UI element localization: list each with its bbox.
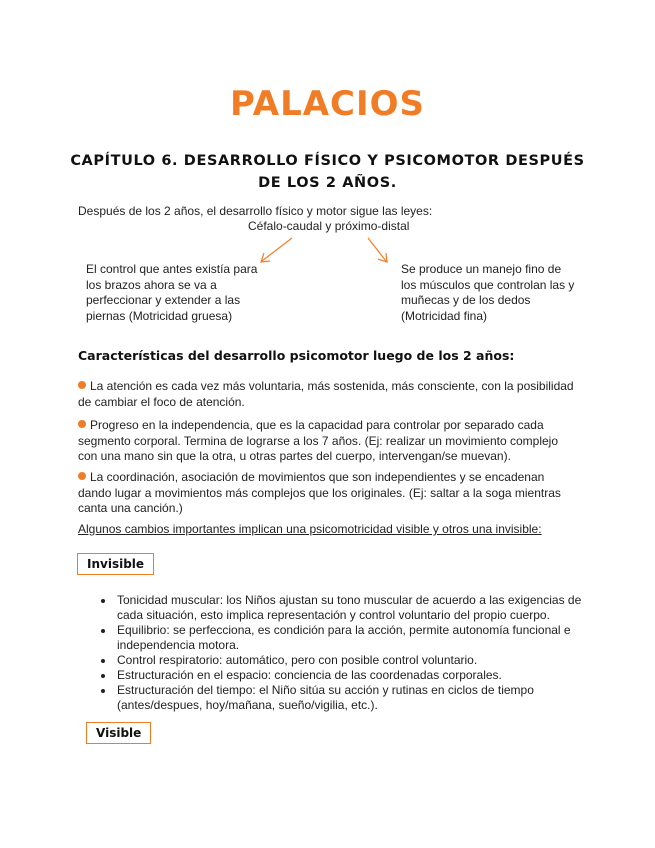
- list-item: La atención es cada vez más voluntaria, más sostenida, más consciente, con la posibilidad de cambiar el foco de atención.: [78, 379, 574, 409]
- section-title: Características del desarrollo psicomotor luego de los 2 años:: [78, 348, 515, 363]
- gross-motor-text: El control que antes existía para los brazos ahora se va a perfeccionar y extender a las piernas (Motricidad gruesa): [86, 262, 258, 323]
- fine-motor-text: Se produce un manejo fino de los músculos que controlan las y muñecas y de los dedos (Motricidad fina): [401, 262, 575, 323]
- intro-line: Después de los 2 años, el desarrollo físico y motor sigue las leyes:: [78, 204, 433, 218]
- list-item: Progreso en la independencia, que es la capacidad para controlar por separado cada segmento corporal. Termina de lograrse a los 7 años. (Ej: realizar un movimiento complejo con una mano sin que la otra, u otras partes del cuerpo, intervengan/se muevan).: [78, 418, 559, 463]
- list-item: • Estructuración del tiempo: el Niño sitúa su acción y rutinas en ciclos de tiempo (antes/despues, hoy/mañana, sueño/vigilia, etc.).: [115, 683, 600, 713]
- page-logo: PALACIOS: [229, 84, 426, 124]
- invisible-label: Invisible: [77, 553, 154, 575]
- list-item: • Equilibrio: se perfecciona, es condición para la acción, permite autonomía funcional e independencia motora.: [115, 623, 600, 653]
- intro-laws: Céfalo-caudal y próximo-distal: [248, 219, 410, 233]
- visible-invisible-intro: Algunos cambios importantes implican una psicomotricidad visible y otros una invisible:: [78, 522, 542, 536]
- list-item: La coordinación, asociación de movimientos que son independientes y se encadenan dando lugar a movimientos más complejos que los originales. (Ej: saltar a la soga mientras canta una canción.): [78, 470, 561, 515]
- list-item: • Control respiratorio: automático, pero con posible control voluntario.: [115, 653, 600, 668]
- bullet-dot-icon: [78, 420, 86, 428]
- list-item: • Estructuración en el espacio: conciencia de las coordenadas corporales.: [115, 668, 600, 683]
- list-item: • Tonicidad muscular: los Niños ajustan su tono muscular de acuerdo a las exigencias de cada situación, esto implica representación y control voluntario del propio cuerpo.: [115, 593, 600, 623]
- bullet-dot-icon: [78, 381, 86, 389]
- invisible-list: [97, 593, 600, 713]
- visible-label: Visible: [86, 722, 151, 744]
- bullet-dot-icon: [78, 472, 86, 480]
- right-arrow-icon: [368, 238, 386, 261]
- chapter-title: CAPÍTULO 6. DESARROLLO FÍSICO Y PSICOMOTOR DESPUÉS DE LOS 2 AÑOS.: [70, 153, 585, 191]
- left-arrow-icon: [262, 238, 292, 261]
